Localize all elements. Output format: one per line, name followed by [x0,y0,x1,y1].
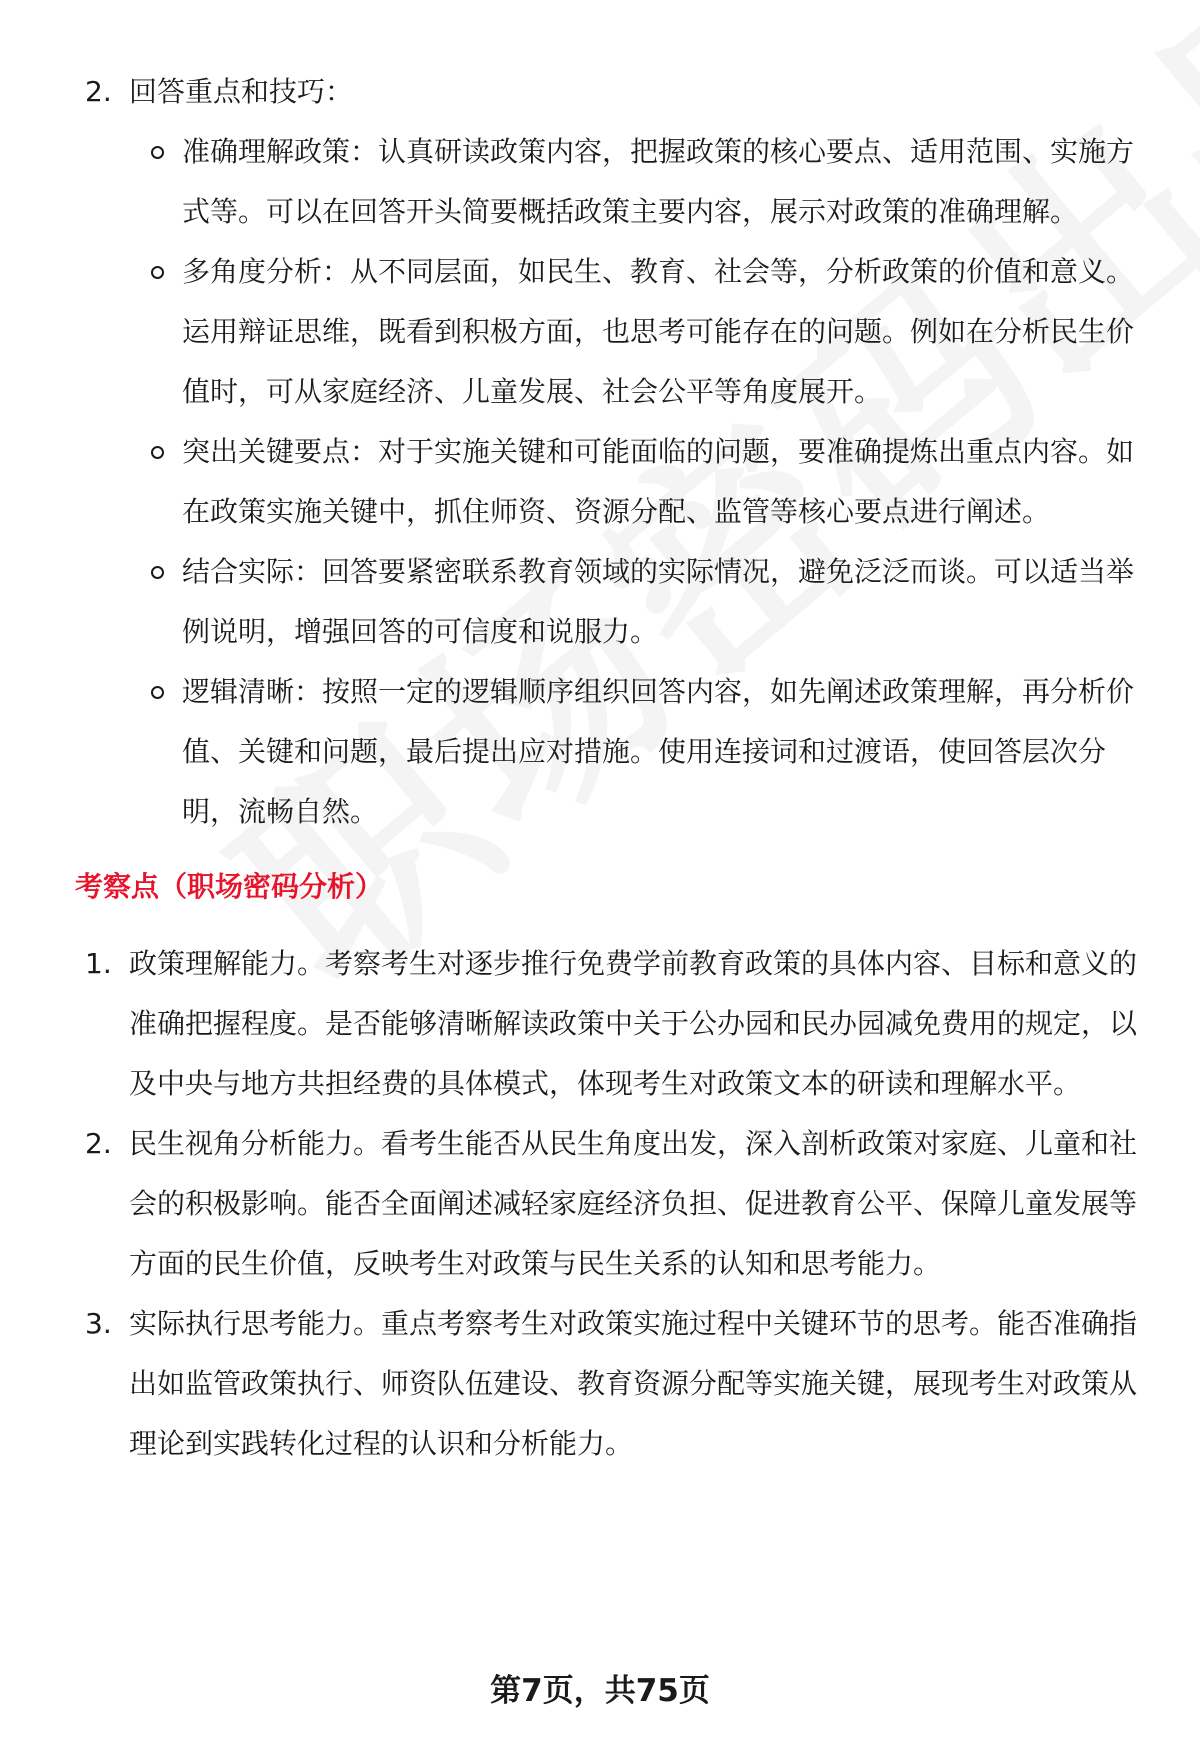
bullet-text: 结合实际：回答要紧密联系教育领域的实际情况，避免泛泛而谈。可以适当举例说明，增强回答的可信度和说服力。 [182,555,1135,648]
numbered-item [75,1114,1145,1294]
page-content [75,62,1145,1474]
bullet-text: 逻辑清晰：按照一定的逻辑顺序组织回答内容，如先阐述政策理解，再分析价值、关键和问题，最后提出应对措施。使用连接词和过渡语，使回答层次分明，流畅自然。 [182,675,1135,828]
item-text: 民生视角分析能力。看考生能否从民生角度出发，深入剖析政策对家庭、儿童和社会的积极影响。能否全面阐述减轻家庭经济负担、促进教育公平、保障儿童发展等方面的民生价值，反映考生对政策与民生关系的认知和思考能力。 [129,1127,1138,1280]
bullet-item [75,422,1145,542]
item-text: 实际执行思考能力。重点考察考生对政策实施过程中关键环节的思考。能否准确指出如监管政策执行、师资队伍建设、教育资源分配等实施关键，展现考生对政策从理论到实践转化过程的认识和分析能力。 [129,1307,1138,1460]
bullet-item [75,662,1145,842]
bullet-text: 准确理解政策：认真研读政策内容，把握政策的核心要点、适用范围、实施方式等。可以在回答开头简要概括政策主要内容，展示对政策的准确理解。 [182,135,1135,228]
bullet-item [75,122,1145,242]
bullet-list [75,122,1145,842]
item-number: 1. [85,947,112,980]
circle-bullet-icon [151,266,164,279]
numbered-item-answer-tips [75,62,1145,122]
circle-bullet-icon [151,146,164,159]
item-number: 2. [85,75,112,108]
numbered-item [75,934,1145,1114]
bullet-text: 突出关键要点：对于实施关键和可能面临的问题，要准确提炼出重点内容。如在政策实施关键中，抓住师资、资源分配、监管等核心要点进行阐述。 [182,435,1135,528]
bullet-item [75,542,1145,662]
bullet-text: 多角度分析：从不同层面，如民生、教育、社会等，分析政策的价值和意义。运用辩证思维，既看到积极方面，也思考可能存在的问题。例如在分析民生价值时，可从家庭经济、儿童发展、社会公平等角度展开。 [182,255,1135,408]
page-number-footer: 第7页，共75页 [490,1673,710,1709]
numbered-item [75,1294,1145,1474]
item-number: 3. [85,1307,112,1340]
item-number: 2. [85,1127,112,1160]
circle-bullet-icon [151,446,164,459]
section-heading: 考察点（职场密码分析） [75,870,384,903]
circle-bullet-icon [151,686,164,699]
item-title: 回答重点和技巧： [129,75,354,108]
bullet-item [75,242,1145,422]
item-text: 政策理解能力。考察考生对逐步推行免费学前教育政策的具体内容、目标和意义的准确把握程度。是否能够清晰解读政策中关于公办园和民办园减免费用的规定，以及中央与地方共担经费的具体模式，体现考生对政策文本的研读和理解水平。 [129,947,1138,1100]
circle-bullet-icon [151,566,164,579]
numbered-list [75,934,1145,1474]
